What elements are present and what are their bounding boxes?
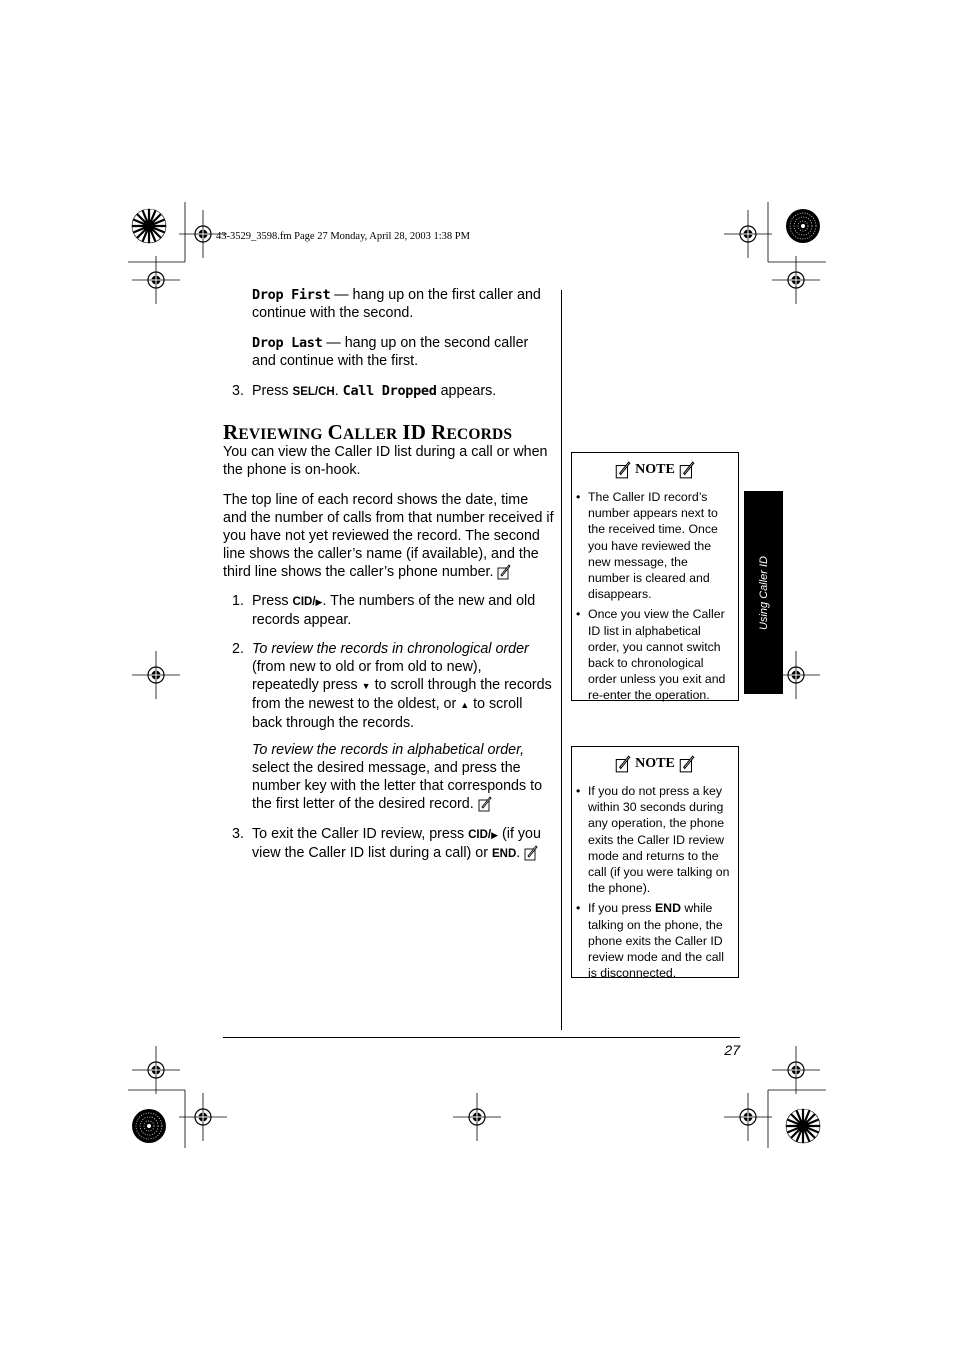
note-title-text: NOTE <box>635 462 675 478</box>
note-pencil-icon <box>678 461 696 479</box>
note-pencil-icon <box>614 461 632 479</box>
drop-last-label: Drop Last <box>252 335 323 351</box>
note-title-text: NOTE <box>635 756 675 772</box>
sel-ch-key: SEL/CH <box>292 386 335 398</box>
right-arrow-icon: ▶ <box>491 830 499 840</box>
end-key: END <box>491 848 517 860</box>
cid-key: CID/ <box>468 829 492 841</box>
step-text: Press <box>252 593 293 609</box>
intro-paragraph: You can view the Caller ID list during a call or when the phone is on-hook. <box>223 444 548 478</box>
step-text: . <box>334 383 343 399</box>
step-italic: To review the records in chronological order <box>252 641 529 657</box>
step-text: (from new to old or from old to new), repeatedly press <box>252 659 482 693</box>
step-number: 1. <box>232 593 244 609</box>
step-3-press-sel <box>232 382 552 401</box>
note-item: • If you press END while talking on the phone, the phone exits the Caller ID review mode and the call is disconnected. <box>572 900 732 981</box>
page-number: 27 <box>724 1042 740 1058</box>
note-title <box>572 461 738 481</box>
step-number: 3. <box>232 383 244 399</box>
drop-first-text: — hang up on the first caller and continue with the second. <box>252 287 541 321</box>
note-box-1 <box>571 452 739 701</box>
note-item: • Once you view the Caller ID list in alphabetical order, you cannot switch back to chronological order unless you exit and re-enter the operation. <box>572 606 732 703</box>
record-description-paragraph <box>223 491 555 581</box>
step-3-exit-review <box>232 825 552 863</box>
note-pencil-icon <box>678 755 696 773</box>
step-italic: To review the records in alphabetical order, <box>252 742 525 758</box>
step-number: 3. <box>232 826 244 842</box>
note-title <box>572 755 738 775</box>
up-arrow-icon: ▲ <box>460 700 470 710</box>
paragraph-text: The top line of each record shows the date, time and the number of calls from that number received if you have not yet reviewed the record. The second line shows the caller’s name (if available), and the third line shows the caller’s phone number. <box>223 492 554 580</box>
drop-last-text: — hang up on the second caller and continue with the first. <box>252 335 529 369</box>
note-item: • The Caller ID record’s number appears next to the received time. Once you have reviewed the new message, the number is cleared and disappears. <box>572 489 732 602</box>
section-heading: REVIEWING CALLER ID RECORDS <box>223 420 513 444</box>
step-text: to scroll through the records from the newest to the oldest, or <box>252 677 552 712</box>
note-item: • If you do not press a key within 30 seconds during any operation, the phone exits the Caller ID review mode and returns to the call (if you were talking on the phone). <box>572 783 732 896</box>
note-pencil-icon <box>614 755 632 773</box>
step-text: Press <box>252 383 293 399</box>
drop-first-item <box>252 286 554 322</box>
section-side-tab <box>744 491 783 694</box>
step-text: . The numbers of the new and old records appear. <box>252 593 536 628</box>
note-pencil-icon <box>524 845 538 861</box>
note-box-2 <box>571 746 739 981</box>
drop-last-item <box>252 334 554 370</box>
step-text: To exit the Caller ID review, press <box>252 826 469 842</box>
end-key: END <box>654 901 681 916</box>
down-arrow-icon: ▼ <box>361 681 371 691</box>
step-text: (if you view the Caller ID list during a call) or <box>252 826 541 861</box>
drop-first-label: Drop First <box>252 287 331 303</box>
note-pencil-icon <box>497 564 511 580</box>
note-pencil-icon <box>478 796 492 812</box>
step-1-press-cid <box>232 592 552 629</box>
step-number: 2. <box>232 641 244 657</box>
step-text: appears. <box>436 383 497 399</box>
step-text: to scroll back through the records. <box>252 696 523 731</box>
step-text: select the desired message, and press the number key with the letter that corresponds to the first letter of the desired record. <box>252 760 543 812</box>
right-arrow-icon: ▶ <box>315 597 323 607</box>
step-text: . <box>516 845 521 861</box>
cid-key: CID/ <box>292 596 316 608</box>
step-2-chronological <box>232 640 552 732</box>
step-2-alphabetical <box>252 741 552 813</box>
file-info-header: 43-3529_3598.fm Page 27 Monday, April 28, 2003 1:38 PM <box>216 231 470 242</box>
side-tab-label: Using Caller ID <box>757 555 770 630</box>
call-dropped-display: Call Dropped <box>342 383 437 399</box>
